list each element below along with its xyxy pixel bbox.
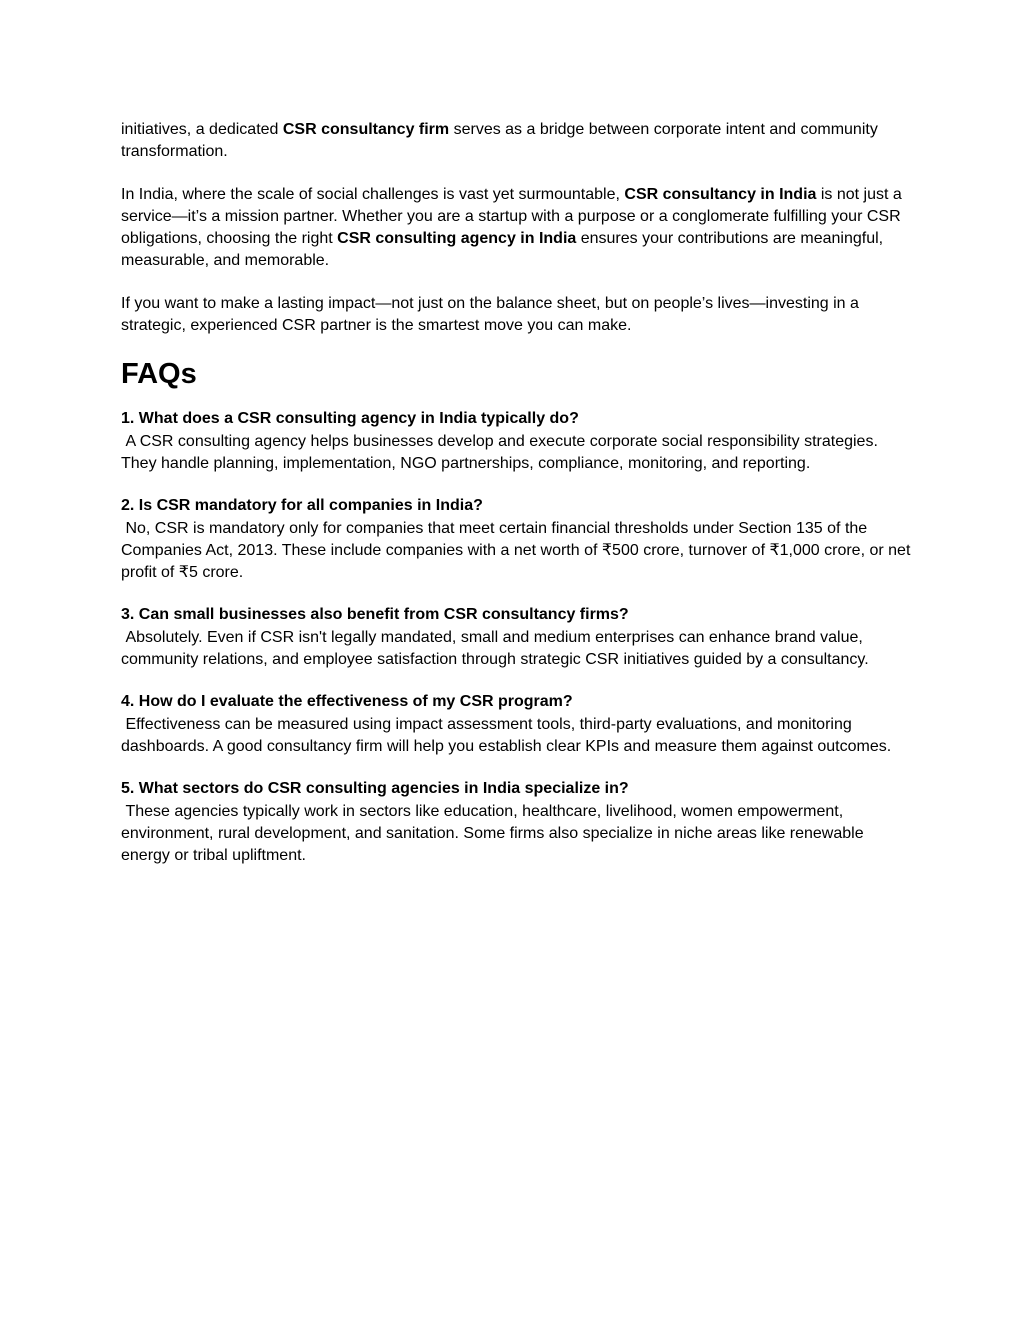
intro-text: initiatives, a dedicated bbox=[121, 121, 283, 138]
faq-question: 2. Is CSR mandatory for all companies in India? bbox=[121, 497, 483, 515]
intro-paragraph-1 bbox=[121, 119, 911, 164]
intro-text: In India, where the scale of social challenges is vast yet surmountable, bbox=[121, 185, 625, 203]
intro-paragraph-3: If you want to make a lasting impact—not just on the balance sheet, but on people’s lives—investing in a strategic, experienced CSR partner is the smartest move you can make. bbox=[121, 294, 859, 335]
faq-question: 5. What sectors do CSR consulting agencies in India specialize in? bbox=[121, 780, 629, 798]
faq-item bbox=[121, 604, 911, 671]
faq-answer: Effectiveness can be measured using impact assessment tools, third-party evaluations, and monitoring dashboards. A good consultancy firm will help you establish clear KPIs and measure them against outcomes. bbox=[121, 715, 892, 755]
faq-answer: A CSR consulting agency helps businesses develop and execute corporate social responsibility strategies. They handle planning, implementation, NGO partnerships, compliance, monitoring, and reporting. bbox=[121, 432, 883, 472]
faq-item bbox=[121, 495, 915, 584]
faq-item bbox=[121, 691, 911, 758]
faq-question: 3. Can small businesses also benefit from CSR consultancy firms? bbox=[121, 606, 629, 624]
faq-question: 1. What does a CSR consulting agency in India typically do? bbox=[121, 410, 579, 428]
faq-answer: These agencies typically work in sectors like education, healthcare, livelihood, women empowerment, environment, rural development, and sanitation. Some firms also specialize in niche areas like renewable energy or tribal upliftment. bbox=[121, 802, 869, 865]
keyword-csr-consultancy-india: CSR consultancy in India bbox=[624, 185, 817, 203]
intro-text: is not just a service—it’s a mission partner. Whether you are a startup with a purpose or a conglomerate fulfilling your CSR obligations, choosing the right bbox=[121, 185, 902, 248]
document-page bbox=[121, 119, 915, 887]
intro-paragraph-2 bbox=[121, 184, 911, 273]
faq-answer: No, CSR is mandatory only for companies that meet certain financial thresholds under Section 135 of the Companies Act, 2013. These include companies with a net worth of ₹500 crore, turnover of ₹1,000 crore, or net profit of ₹5 crore. bbox=[121, 519, 915, 582]
intro-text: serves as a bridge between corporate intent and community transformation. bbox=[121, 121, 878, 161]
faq-item bbox=[121, 778, 911, 867]
intro-text: ensures your contributions are meaningful, measurable, and memorable. bbox=[121, 230, 884, 270]
faq-answer: Absolutely. Even if CSR isn't legally mandated, small and medium enterprises can enhance brand value, community relations, and employee satisfaction through strategic CSR initiatives guided by a consultancy. bbox=[121, 628, 869, 669]
faqs-heading: FAQs bbox=[121, 358, 197, 391]
faq-list bbox=[121, 408, 915, 867]
keyword-csr-consulting-agency-india: CSR consulting agency in India bbox=[337, 230, 577, 248]
faq-item bbox=[121, 408, 911, 475]
keyword-csr-consultancy-firm: CSR consultancy firm bbox=[282, 121, 450, 138]
faq-question: 4. How do I evaluate the effectiveness of my CSR program? bbox=[121, 693, 573, 711]
